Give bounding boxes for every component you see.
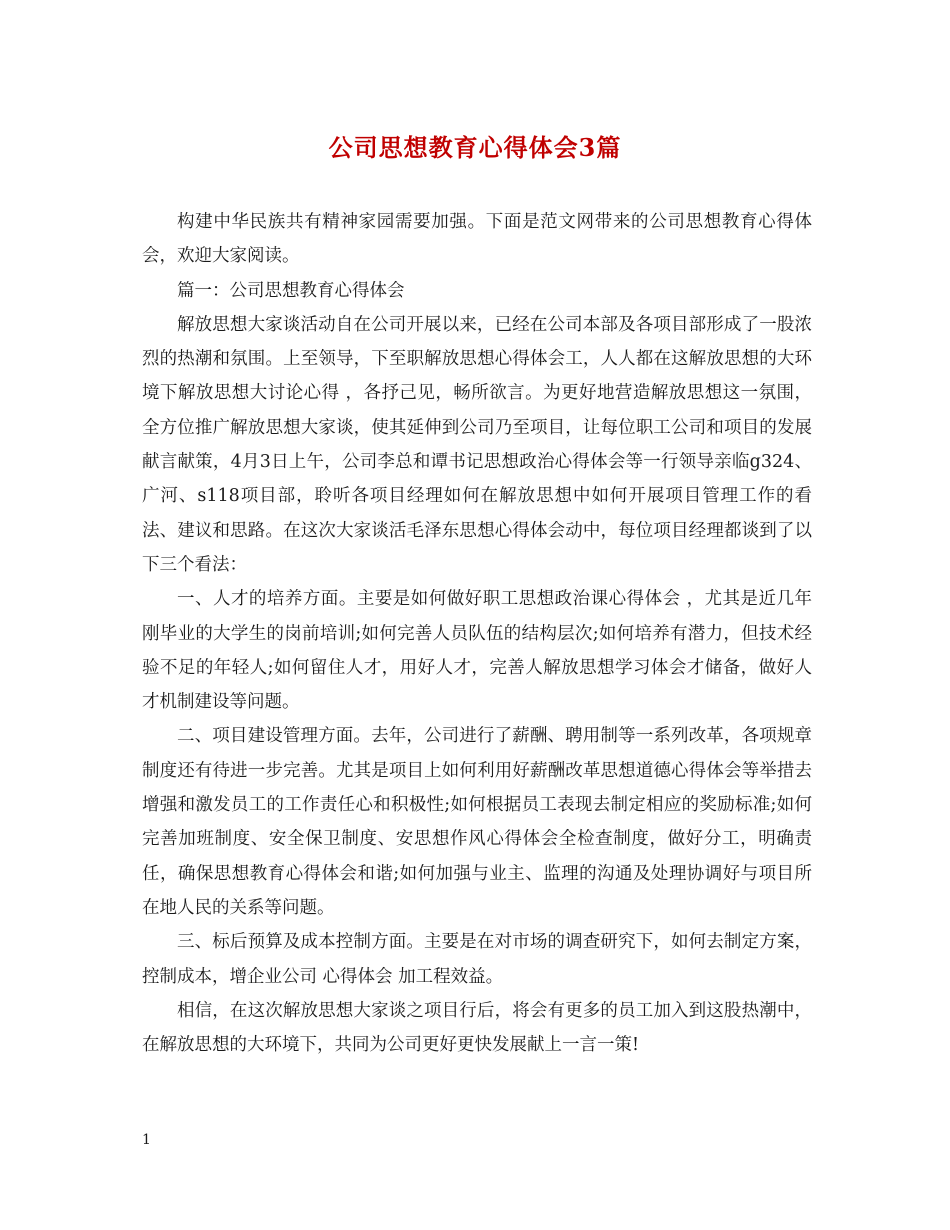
paragraph-talent: 一、人才的培养方面。主要是如何做好职工思想政治课心得体会 ，尤其是近几年刚毕业的大学生的岗前培训;如何完善人员队伍的结构层次;如何培养有潜力，但技术经验不足的年轻人;如何留住人才，用好人才，完善人解放思想学习体会才储备，做好人才机制建设等问题。 xyxy=(142,589,812,713)
paragraph-activity: 解放思想大家谈活动自在公司开展以来，已经在公司本部及各项目部形成了一股浓烈的热潮和氛围。上至领导，下至职解放思想心得体会工，人人都在这解放思想的大环境下解放思想大讨论心得 ，各抒己见，畅所欲言。为更好地营造解放思想这一氛围，全方位推广解放思想大家谈，使其延伸到公司乃至项目，让每位职工公司和项目的发展献言献策，4月3日上午，公司李总和谭书记思想政治心得体会等一行领导亲临g324、广河、s118项目部，聆听各项目经理如何在解放思想中如何开展项目管理工作的看法、建议和思路。在这次大家谈活毛泽东思想心得体会动中，每位项目经理都谈到了以下三个看法： xyxy=(142,314,812,575)
page-number: 1 xyxy=(142,1132,151,1148)
paragraph-section-heading: 篇一：公司思想教育心得体会 xyxy=(177,280,405,301)
paragraph-project-management: 二、项目建设管理方面。去年，公司进行了薪酬、聘用制等一系列改革，各项规章制度还有待进一步完善。尤其是项目上如何利用好薪酬改革思想道德心得体会等举措去增强和激发员工的工作责任心和积极性;如何根据员工表现去制定相应的奖励标准;如何完善加班制度、安全保卫制度、安思想作风心得体会全检查制度，做好分工，明确责任，确保思想教育心得体会和谐;如何加强与业主、监理的沟通及处理协调好与项目所在地人民的关系等问题。 xyxy=(142,726,812,918)
document-body xyxy=(142,205,812,1062)
document-title: 公司思想教育心得体会3篇 xyxy=(328,133,622,162)
paragraph-conclusion: 相信，在这次解放思想大家谈之项目行后，将会有更多的员工加入到这股热潮中，在解放思想的大环境下，共同为公司更好更快发展献上一言一策! xyxy=(142,1000,812,1056)
paragraph-intro: 构建中华民族共有精神家园需要加强。下面是范文网带来的公司思想教育心得体会，欢迎大家阅读。 xyxy=(142,212,812,267)
paragraph-cost-control: 三、标后预算及成本控制方面。主要是在对市场的调查研究下，如何去制定方案，控制成本，增企业公司 心得体会 加工程效益。 xyxy=(142,932,812,987)
